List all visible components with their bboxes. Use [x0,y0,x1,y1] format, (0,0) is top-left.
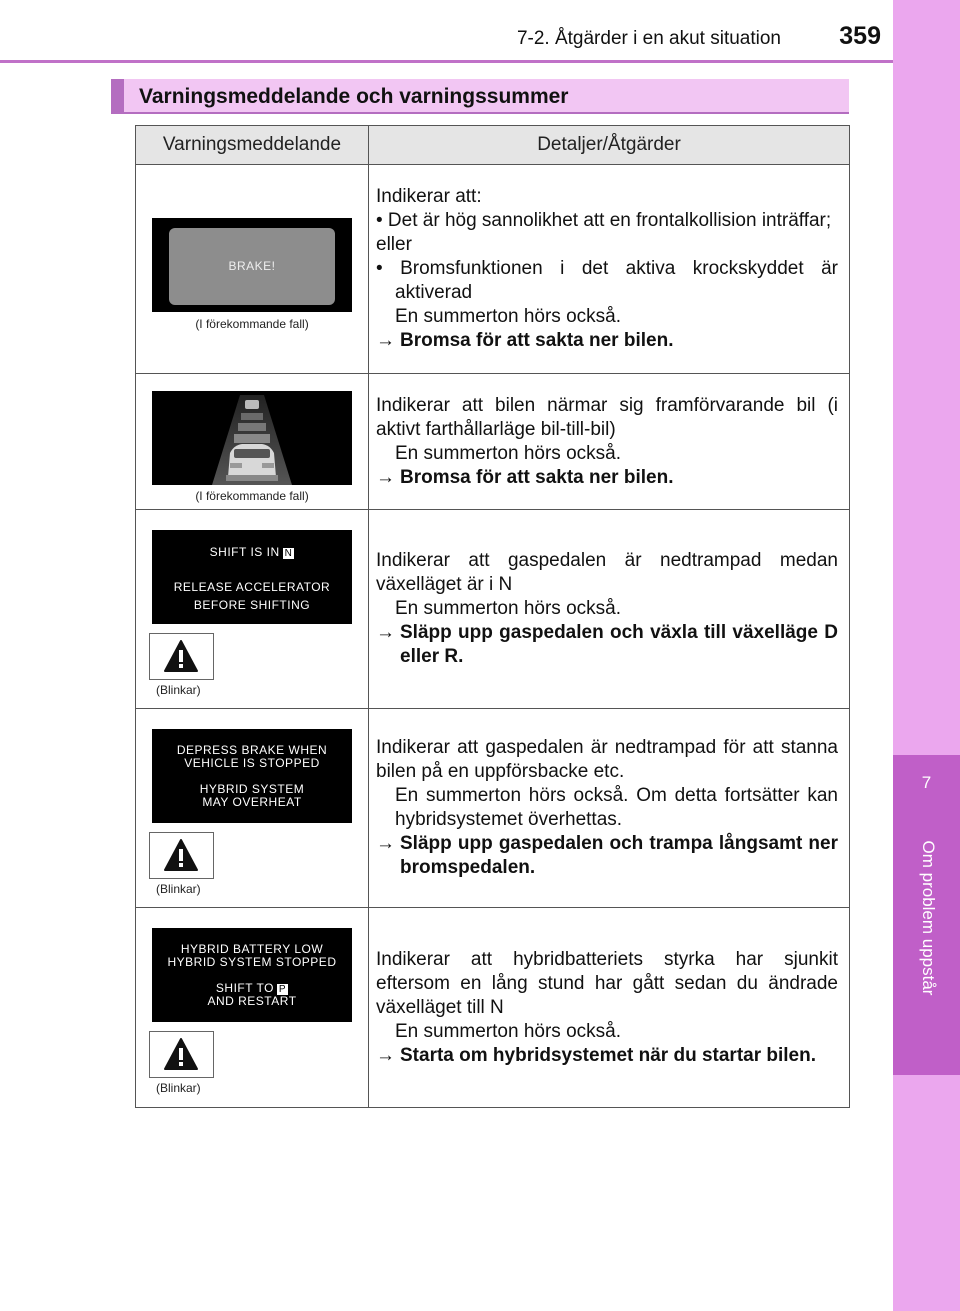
details-note: En summerton hörs också. [395,598,621,619]
details-note: En summerton hörs också. Om detta fortsätter kan hybridsystemet överhettas. [395,785,838,830]
screen-text: HYBRID SYSTEM STOPPED [167,955,337,969]
warning-triangle-icon [163,837,199,873]
warning-indicator [149,1031,214,1078]
action-text: Släpp upp gaspedalen och växla till växelläge D eller R. [400,622,838,667]
action-text: Bromsa för att sakta ner bilen. [400,330,674,351]
details-cell [369,165,850,374]
details-action [376,466,838,490]
column-header-details: Detaljer/Åtgärder [369,126,850,165]
details-cell [369,709,850,908]
details-intro: Indikerar att: [376,186,482,207]
brake-panel [169,228,335,305]
chapter-number: 7 [921,773,932,792]
details-cell [369,510,850,709]
section-title: Varningsmeddelande och varningssummer [139,85,569,108]
screen-text: HYBRID SYSTEM [199,782,305,796]
action-text: Bromsa för att sakta ner bilen. [400,466,674,488]
details-note: En summerton hörs också. [395,306,621,327]
image-caption: (I förekommande fall) [195,489,309,503]
warning-indicator [149,633,214,680]
gear-badge: P [278,984,287,995]
header-section-title: 7-2. Åtgärder i en akut situation [516,28,781,49]
details-text: Indikerar att hybridbatteriets styrka har sjunkit eftersom en lång stund har gått sedan du ändrade växelläget till N [376,948,838,1018]
details-cell [369,374,850,510]
screen-text: VEHICLE IS STOPPED [184,756,320,770]
screen-text: MAY OVERHEAT [202,795,302,809]
details-text: Indikerar att gaspedalen är nedtrampad för att stanna bilen på en uppförsbacke etc. [376,737,838,782]
arrow-icon: → [376,330,395,351]
image-caption: (I förekommande fall) [195,317,309,331]
table-row [136,165,850,374]
details-action [376,329,838,353]
table-row [136,709,850,908]
details-action [376,621,838,669]
details-note: En summerton hörs också. [395,1020,621,1042]
details-or: eller [376,234,412,255]
details-cell [369,908,850,1108]
header-rule [0,60,893,63]
warning-image-cell [136,510,369,709]
indicator-caption: (Blinkar) [156,683,201,697]
display-screen-shift [152,530,352,624]
gear-badge: N [284,548,293,559]
screen-text: RELEASE ACCELERATOR [173,580,331,594]
section-title-underline [111,112,849,114]
warning-image-cell [136,165,369,374]
arrow-icon: → [376,466,395,488]
details-bullet: • Bromsfunktionen i det aktiva krockskyddet är aktiverad [376,258,838,303]
details-text: Indikerar att gaspedalen är nedtrampad medan växelläget är i N [376,550,838,595]
display-screen-brake [152,218,352,312]
page-header [0,0,893,64]
screen-text: DEPRESS BRAKE WHEN [176,743,328,757]
display-screen-depress-brake [152,729,352,823]
screen-text: SHIFT TO P [215,981,287,995]
warning-table [135,125,850,1108]
details-bullet: • Det är hög sannolikhet att en frontalkollision inträffar; [376,210,832,231]
action-text: Släpp upp gaspedalen och trampa långsamt ner bromspedalen. [400,833,838,878]
indicator-caption: (Blinkar) [156,1081,201,1095]
screen-text: HYBRID BATTERY LOW [180,942,324,956]
screen-text: BRAKE! [228,259,276,273]
details-text: Indikerar att bilen närmar sig framförvarande bil (i aktivt farthållarläge bil-till-bil) [376,394,838,440]
arrow-icon: → [376,622,395,643]
column-header-message: Varningsmeddelande [136,126,369,165]
warning-triangle-icon [163,638,199,674]
display-screen-battery-low [152,928,352,1022]
table-row [136,374,850,510]
section-title-bar [111,79,849,112]
table-header-row [136,126,850,165]
table-row [136,908,850,1108]
page-number: 359 [839,22,881,50]
vehicle-approach-icon [152,391,352,485]
display-screen-approach [152,391,352,485]
screen-text: BEFORE SHIFTING [193,598,311,612]
chapter-side-tab [893,0,960,1311]
table-row [136,510,850,709]
screen-text: AND RESTART [207,994,297,1008]
chapter-title: Om problem uppstår [919,840,938,996]
indicator-caption: (Blinkar) [156,882,201,896]
arrow-icon: → [376,1044,395,1066]
warning-image-cell [136,374,369,510]
details-action [376,1044,838,1068]
screen-text: SHIFT IS IN N [209,545,293,559]
warning-indicator [149,832,214,879]
warning-image-cell [136,709,369,908]
action-text: Starta om hybridsystemet när du startar bilen. [400,1044,817,1066]
details-action [376,832,838,880]
warning-image-cell [136,908,369,1108]
warning-triangle-icon [163,1036,199,1072]
arrow-icon: → [376,833,395,854]
details-note: En summerton hörs också. [395,442,621,464]
